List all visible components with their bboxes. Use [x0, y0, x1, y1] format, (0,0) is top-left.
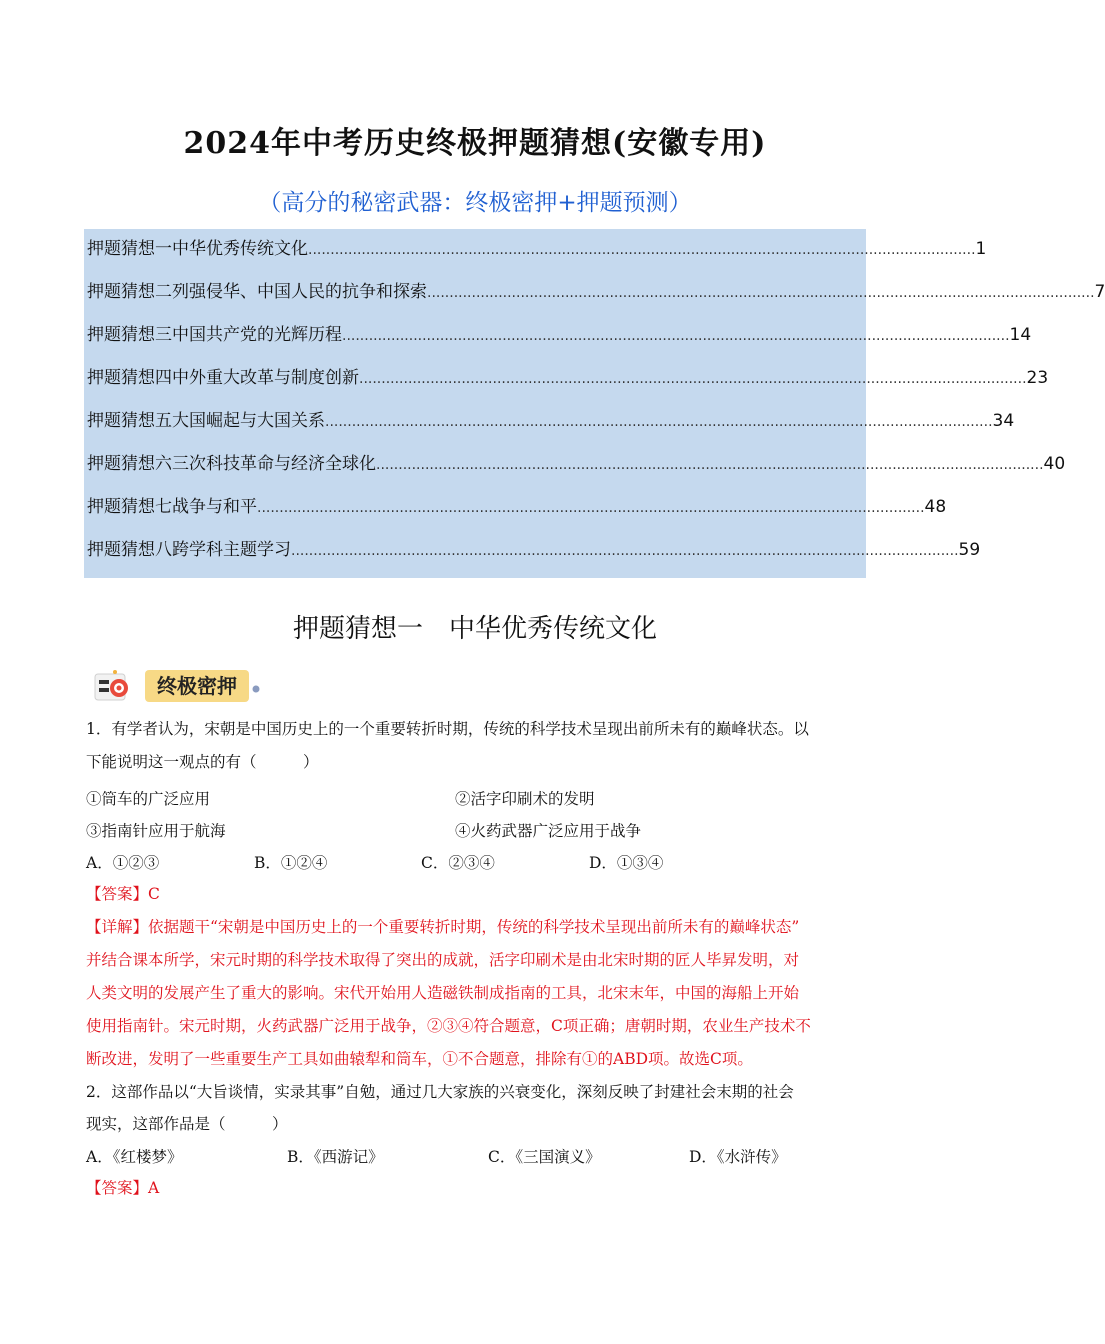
statement-item: ④火药武器广泛应用于战争 [455, 822, 642, 840]
toc-entry-title: 中华优秀传统文化 [172, 239, 308, 259]
toc-entry-label: 押题猜想五 [87, 411, 172, 431]
toc-entry[interactable] [87, 237, 987, 261]
toc-leader-dots: ...................................................................................................................................................... [342, 328, 1010, 344]
toc-entry-page: 7 [1094, 282, 1105, 302]
toc-entry-label: 押题猜想一 [87, 239, 172, 259]
document-subtitle: （高分的秘密武器：终极密押+押题预测） [258, 190, 692, 216]
toc-leader-dots: ...................................................................................................................................................... [291, 543, 959, 559]
toc-leader-dots: ...................................................................................................................................................... [359, 371, 1027, 387]
statement-item: ①筒车的广泛应用 [86, 790, 211, 808]
toc-entry-title: 大国崛起与大国关系 [172, 411, 325, 431]
toc-entry-label: 押题猜想四 [87, 368, 172, 388]
section-title: 押题猜想一 中华优秀传统文化 [292, 614, 657, 644]
question-text: 下能说明这一观点的有（ ） [86, 753, 319, 771]
choice-option[interactable]: B．①②④ [254, 854, 328, 872]
toc-entry[interactable] [87, 452, 1066, 476]
choice-option[interactable]: C．《三国演义》 [488, 1148, 601, 1166]
toc-entry-page: 1 [975, 239, 987, 259]
toc-entry[interactable] [87, 323, 1032, 347]
dot-icon [251, 684, 261, 694]
answer-label: 【答案】A [86, 1179, 160, 1197]
toc-entry-title: 中外重大改革与制度创新 [172, 368, 359, 388]
explanation-text: 使用指南针。宋元时期，火药武器广泛用于战争，②③④符合题意，C项正确；唐朝时期，农业生产技术不 [86, 1017, 811, 1035]
choice-option[interactable]: D．①③④ [589, 854, 664, 872]
toc-leader-dots: ...................................................................................................................................................... [325, 414, 993, 430]
toc-entry-label: 押题猜想八 [87, 540, 172, 560]
explanation-text: 【详解】依据题干“宋朝是中国历史上的一个重要转折时期，传统的科学技术呈现出前所未有的巅峰状态” [86, 918, 800, 936]
toc-entry[interactable] [87, 366, 1049, 390]
badge-label: 终极密押 [145, 670, 249, 702]
toc-entry[interactable] [87, 495, 947, 519]
toc-entry-title: 中国共产党的光辉历程 [172, 325, 342, 345]
question-text: 1．有学者认为，宋朝是中国历史上的一个重要转折时期，传统的科学技术呈现出前所未有的巅峰状态。以 [86, 720, 809, 738]
toc-entry-title: 战争与和平 [172, 497, 257, 517]
toc-entry-title: 跨学科主题学习 [172, 540, 291, 560]
section-badge [93, 666, 261, 706]
toc-entry-label: 押题猜想二 [87, 282, 172, 302]
toc-leader-dots: ...................................................................................................................................................... [376, 457, 1044, 473]
toc-entry-label: 押题猜想七 [87, 497, 172, 517]
question-text: 现实，这部作品是（ ） [86, 1115, 288, 1133]
table-of-contents [84, 229, 1105, 578]
explanation-text: 并结合课本所学，宋元时期的科学技术取得了突出的成就，活字印刷术是由北宋时期的匠人毕昇发明，对 [86, 951, 800, 969]
explanation-text: 断改进，发明了一些重要生产工具如曲辕犁和筒车，①不合题意，排除有①的ABD项。故选C项。 [86, 1050, 753, 1068]
toc-entry-page: 59 [958, 540, 981, 560]
toc-entry-page: 48 [924, 497, 947, 517]
toc-entry[interactable] [87, 538, 981, 562]
toc-entry-page: 14 [1009, 325, 1032, 345]
toc-entry-page: 34 [992, 411, 1015, 431]
toc-entry-label: 押题猜想三 [87, 325, 172, 345]
toc-leader-dots: ...................................................................................................................................................... [308, 242, 976, 258]
choice-option[interactable]: C．②③④ [421, 854, 495, 872]
toc-entry-title: 三次科技革命与经济全球化 [172, 454, 376, 474]
choice-option[interactable]: B．《西游记》 [287, 1148, 384, 1166]
choice-option[interactable]: D．《水浒传》 [689, 1148, 787, 1166]
toc-leader-dots: ...................................................................................................................................................... [427, 285, 1095, 301]
question-text: 2．这部作品以“大旨谈情，实录其事”自勉，通过几大家族的兴衰变化，深刻反映了封建社会末期的社会 [86, 1083, 794, 1101]
choice-option[interactable]: A．《红楼梦》 [86, 1148, 183, 1166]
toc-leader-dots: ...................................................................................................................................................... [257, 500, 925, 516]
toc-entry-page: 23 [1026, 368, 1049, 388]
toc-entry[interactable] [87, 280, 1105, 304]
choice-option[interactable]: A．①②③ [86, 854, 160, 872]
statement-item: ②活字印刷术的发明 [455, 790, 595, 808]
toc-entry-label: 押题猜想六 [87, 454, 172, 474]
toc-entry-page: 40 [1043, 454, 1066, 474]
answer-label: 【答案】C [86, 885, 160, 903]
statement-item: ③指南针应用于航海 [86, 822, 226, 840]
explanation-text: 人类文明的发展产生了重大的影响。宋代开始用人造磁铁制成指南的工具，北宋末年，中国的海船上开始 [86, 984, 800, 1002]
target-icon [93, 666, 145, 706]
toc-entry-title: 列强侵华、中国人民的抗争和探索 [172, 282, 427, 302]
document-title: 2024年中考历史终极押题猜想(安徽专用) [183, 126, 767, 161]
toc-entry[interactable] [87, 409, 1015, 433]
